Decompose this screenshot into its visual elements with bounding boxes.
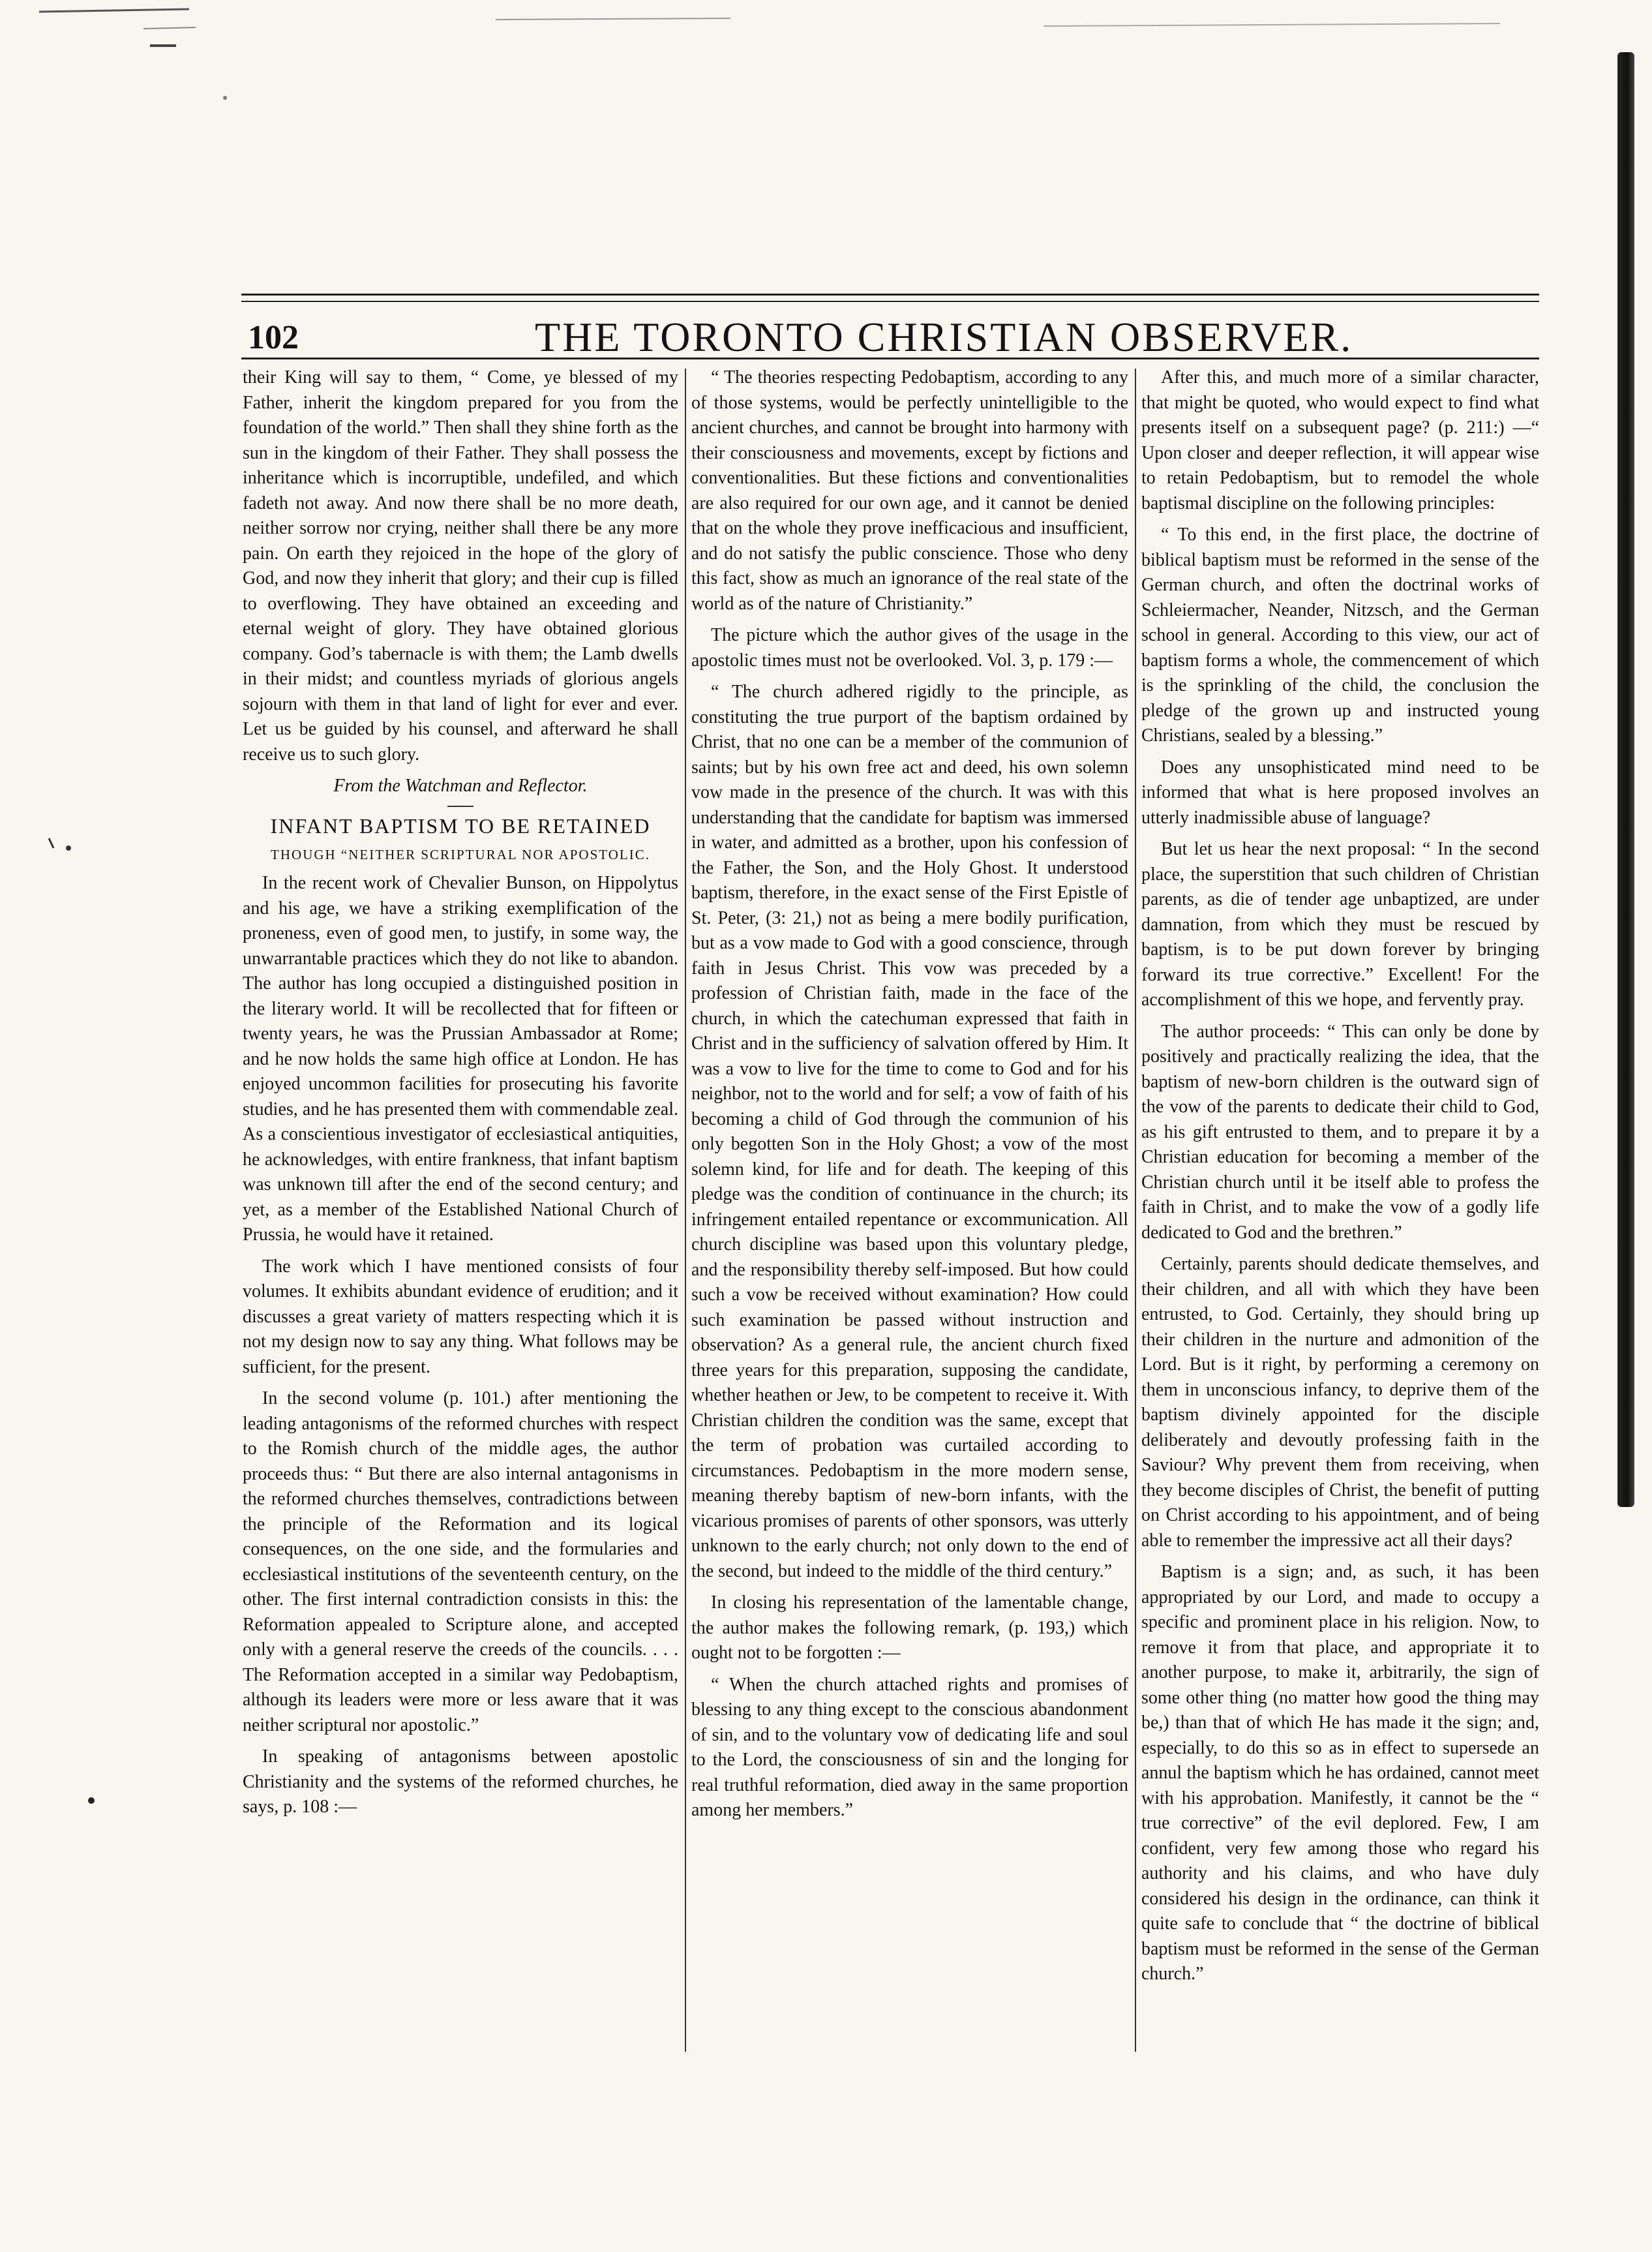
page-number: 102 xyxy=(248,319,299,356)
paragraph: But let us hear the next proposal: “ In the second place, the superstition that such children of Christian parents, as die of tender age unbaptized, are under damnation, from which they must be rescued by baptism, is to be put down forever by bringing forward its true corrective.” Excellent! For the accomplishment of this we hope, and fervently pray. xyxy=(1141,839,1539,1010)
column-2 xyxy=(691,365,1128,1830)
paragraph: In speaking of antagonisms between apostolic Christianity and the systems of the reformed churches, he says, p. 108 :— xyxy=(243,1746,678,1817)
masthead-title: THE TORONTO CHRISTIAN OBSERVER. xyxy=(535,314,1353,360)
paragraph: The picture which the author gives of the usage in the apostolic times must not be overlooked. Vol. 3, p. 179 :— xyxy=(691,625,1128,671)
paragraph: “ To this end, in the first place, the doctrine of biblical baptism must be reformed in the sense of the German church, and often the doctrinal works of Schleiermacher, Neander, Nitzsch, and the German school in general. According to this view, our act of baptism forms a whole, the commencement of which is the sprinkling of the child, the conclusion the pledge of the grown up and instructed young Christians, sealed by a blessing.” xyxy=(1141,525,1539,746)
article-source: From the Watchman and Reflector. xyxy=(333,776,588,796)
paragraph: In the recent work of Chevalier Bunson, on Hippolytus and his age, we have a striking exemplification of the proneness, even of good men, to justify, in some way, the unwarrantable practices which they do not like to abandon. The author has long occupied a distinguished position in the literary world. It will be recollected that for fifteen or twenty years, he was the Prussian Ambassador at Rome; and he now holds the same high office at London. He has enjoyed uncommon facilities for prosecuting his favorite studies, and he has presented them with commendable zeal. As a conscientious investigator of ecclesiastical antiquities, he acknowledges, with entire frankness, that infant baptism was unknown till after the end of the second century; and yet, as a member of the Established National Church of Prussia, he would have it retained. xyxy=(243,873,678,1245)
paragraph: “ When the church attached rights and promises of blessing to any thing except to the conscious abandonment of sin, and to the voluntary vow of dedicating life and soul to the Lord, the consciousness of sin and the longing for real truthful reformation, died away in the same proportion among her members.” xyxy=(691,1674,1128,1820)
paragraph: In the second volume (p. 101.) after mentioning the leading antagonisms of the reformed churches with respect to the Romish church of the middle ages, the author proceeds thus: “ But there are also internal antagonisms in the reformed churches themselves, contradictions between the principle of the Reformation and its logical consequences, on the one side, and the formularies and ecclesiastical institutions of the seventeenth century, on the other. The first internal contradiction consists in this: the Reformation appealed to Scripture alone, and accepted only with a general reserve the creeds of the councils. . . . The Reformation accepted in a similar way Pedobaptism, although its leaders were more or less aware that it was neither scriptural nor apostolic.” xyxy=(243,1388,678,1735)
column-3 xyxy=(1141,365,1539,1994)
paragraph: Certainly, parents should dedicate themselves, and their children, and all with which they have been entrusted, to God. Certainly, they should bring up their children in the nurture and admonition of the Lord. But is it right, by performing a ceremony on them in unconscious infancy, to deprive them of the baptism divinely appointed for the disciple deliberately and devoutly professing faith in the Saviour? Why prevent them from receiving, when they become disciples of Christ, the benefit of putting on Christ according to his appointment, and of being able to remember the impressive act all their days? xyxy=(1141,1254,1539,1551)
paragraph: “ The church adhered rigidly to the principle, as constituting the true purport of the baptism ordained by Christ, that no one can be a member of the communion of saints; but by his own free act and deed, his own solemn vow made in the presence of the church. It was with this understanding that the candidate for baptism was immersed in water, and admitted as a brother, upon his confession of the Father, the Son, and the Holy Ghost. It understood baptism, therefore, in the exact sense of the First Epistle of St. Peter, (3: 21,) not as being a mere bodily purification, but as a vow made to God with a good conscience, through faith in Jesus Christ. This vow was preceded by a profession of Christian faith, made in the face of the church, in which the catechuman expressed that faith in Christ and in the sufficiency of salvation offered by Him. It was a vow to live for the time to come to God and for his neighbor, not to the world and for self; a vow of faith of his becoming a child of God through the communion of his only begotten Son in the Holy Ghost; a vow of the most solemn kind, for life and for death. The keeping of this pledge was the condition of continuance in the church; its infringement entailed repentance or excommunication. All church discipline was based upon this voluntary pledge, and the responsibility thereby self-imposed. But how could such a vow be received without examination? How could such examination be passed without instruction and observation? As a general rule, the ancient church fixed three years for this preparation, supposing the candidate, whether heathen or Jew, to be competent to receive it. With Christian children the condition was the same, except that the term of probation was curtailed according to circumstances. Pedobaptism in the more modern sense, meaning thereby baptism of new-born infants, with the vicarious promises of parents of other sponsors, was utterly unknown to the early church; not only down to the end of the second, but indeed to the middle of the third century.” xyxy=(691,682,1128,1581)
paragraph: In closing his representation of the lamentable change, the author makes the following remark, (p. 193,) which ought not to be forgotten :— xyxy=(691,1592,1128,1663)
masthead-double-rule xyxy=(241,294,1539,302)
column-divider xyxy=(685,369,686,2052)
column-1 xyxy=(243,365,678,1827)
page-header xyxy=(241,307,1539,359)
paragraph: After this, and much more of a similar character, that might be quoted, who would expect to find what presents itself on a subsequent page? (p. 211:) —“ Upon closer and deeper reflection, it will appear wise to retain Pedobaptism, but to remodel the whole baptismal discipline on the following principles: xyxy=(1141,367,1539,513)
paragraph: The work which I have mentioned consists of four volumes. It exhibits abundant evidence of erudition; and it discusses a great variety of matters respecting which it is not my design now to say any thing. What follows may be sufficient, for the present. xyxy=(243,1256,678,1377)
page-edge-shadow xyxy=(1617,52,1634,1507)
short-rule xyxy=(447,806,473,807)
article-headline: INFANT BAPTISM TO BE RETAINED xyxy=(270,814,651,838)
header-rule xyxy=(241,358,1539,363)
paragraph: Baptism is a sign; and, as such, it has been appropriated by our Lord, and made to occupy a specific and prominent place in his religion. Now, to remove it from that place, and appropriate it to another purpose, to make it, arbitrarily, the sign of some other thing (no matter how good the thing may be,) than that of which He has made it the sign; and, especially, to do this so as in effect to supersede an annul the baptism which he has ordained, cannot meet with his approbation. Manifestly, it cannot be the “ true corrective” of the evil deplored. Few, I am confident, very few among those who regard his authority and his claims, and who have duly considered his design in the ordinance, can think it quite safe to conclude that “ the doctrine of biblical baptism must be reformed in the sense of the German church.” xyxy=(1141,1562,1539,1984)
paragraph: Does any unsophisticated mind need to be informed that what is here proposed involves an utterly inadmissible abuse of language? xyxy=(1141,757,1539,828)
paragraph: The author proceeds: “ This can only be done by positively and practically realizing the idea, that the baptism of new-born children is the outward sign of the vow of the parents to dedicate their child to God, as his gift entrusted to them, and to prepare it by a Christian education for becoming a member of the Christian church until it be itself able to profess the faith in Christ, and to make the vow of a godly life dedicated to God and the brethren.” xyxy=(1141,1021,1539,1243)
paragraph: their King will say to them, “ Come, ye blessed of my Father, inherit the kingdom prepared for you from the foundation of the world.” Then shall they shine forth as the sun in the kingdom of their Father. They shall possess the inheritance which is incorruptible, undefiled, and which fadeth not away. And now there shall be no more death, neither sorrow nor crying, neither shall there be any more pain. On earth they rejoiced in the hope of the glory of God, and now they inherit that glory; and their cup is filled to overflowing. They have obtained an exceeding and eternal weight of glory. They have obtained glorious company. God’s tabernacle is with them; the Lamb dwells in their midst; and countless myriads of glorious angels sojourn with them in that land of light for ever and ever. Let us be guided by his counsel, and afterward he shall receive us to such glory. xyxy=(243,367,678,765)
paragraph: “ The theories respecting Pedobaptism, according to any of those systems, would be perfectly unintelligible to the ancient churches, and cannot be brought into harmony with their consciousness and movements, except by fictions and conventionalities. But these fictions and conventionalities are also required for our own age, and it cannot be denied that on the whole they prove inefficacious and insufficient, and do not satisfy the public conscience. Those who deny this fact, show as much an ignorance of the real state of the world as of the nature of Christianity.” xyxy=(691,367,1128,614)
column-divider xyxy=(1135,369,1136,2052)
article-subheadline: THOUGH “NEITHER SCRIPTURAL NOR APOSTOLIC. xyxy=(271,847,650,862)
